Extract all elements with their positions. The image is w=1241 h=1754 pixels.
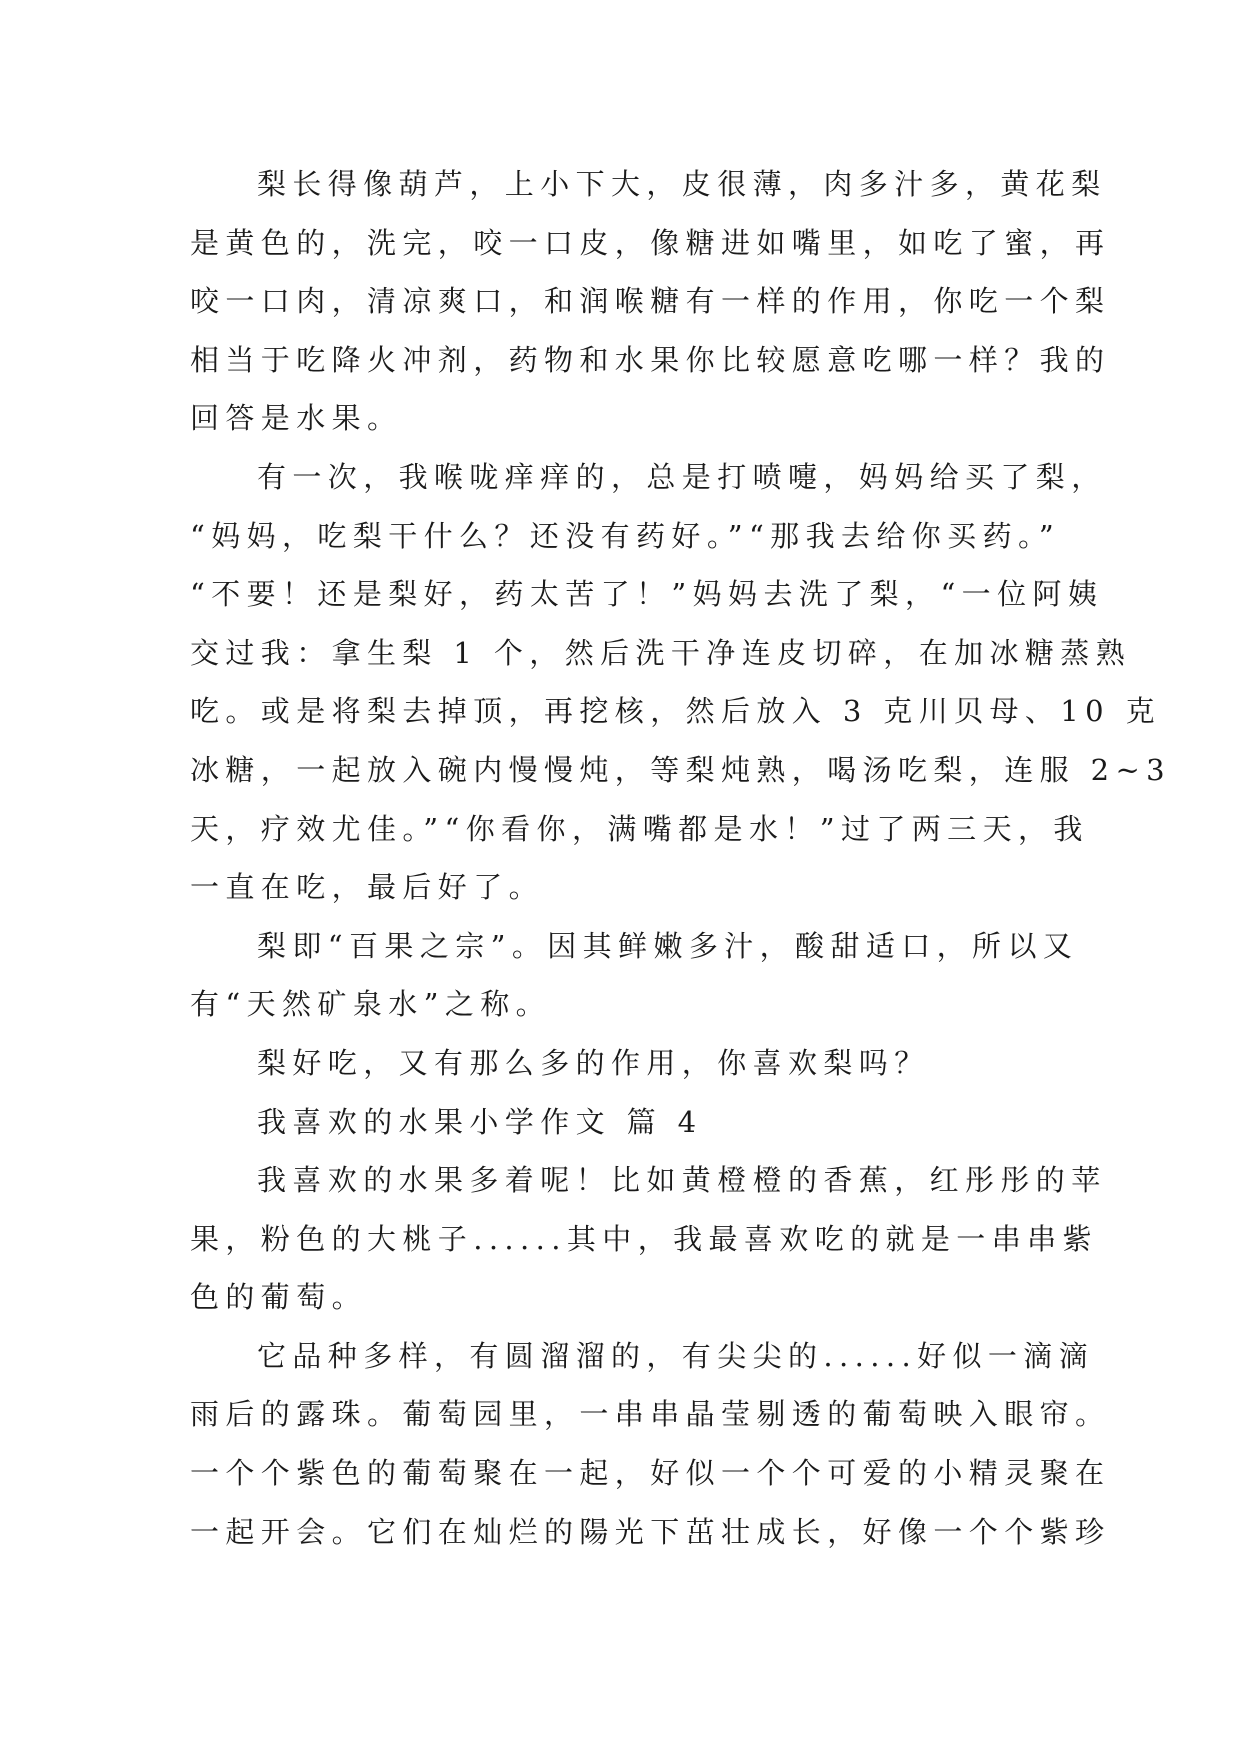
text-line: 果，粉色的大桃子......其中，我最喜欢吃的就是一串串紫 <box>190 1221 1098 1256</box>
text-line: “妈妈，吃梨干什么？还没有药好。”“那我去给你买药。” <box>190 518 1061 553</box>
text-line: 一个个紫色的葡萄聚在一起，好似一个个可爱的小精灵聚在 <box>190 1456 1111 1491</box>
text-line: 一起开会。它们在灿烂的陽光下茁壮成长，好像一个个紫珍 <box>190 1514 1111 1549</box>
text-line: 有“天然矿泉水”之称。 <box>190 987 552 1022</box>
text-line: 冰糖，一起放入碗内慢慢炖，等梨炖熟，喝汤吃梨，连服 2~3 <box>190 752 1172 787</box>
text-line: 回答是水果。 <box>190 401 403 436</box>
text-line: 是黄色的，洗完，咬一口皮，像糖进如嘴里，如吃了蜜，再 <box>190 225 1111 260</box>
text-line: 梨长得像葫芦，上小下大，皮很薄，肉多汁多，黄花梨 <box>257 167 1107 201</box>
text-line: 它品种多样，有圆溜溜的，有尖尖的......好似一滴滴 <box>257 1338 1095 1373</box>
text-line: 相当于吃降火冲剂，药物和水果你比较愿意吃哪一样？我的 <box>190 342 1111 377</box>
text-line: 一直在吃，最后好了。 <box>190 870 545 905</box>
section-heading: 我喜欢的水果小学作文 篇 4 <box>257 1104 703 1139</box>
text-line: 梨即“百果之宗”。因其鲜嫩多汁，酸甜适口，所以又 <box>257 928 1079 963</box>
text-line: “不要！还是梨好，药太苦了！”妈妈去洗了梨，“一位阿姨 <box>190 577 1104 612</box>
document-body <box>190 155 1172 1561</box>
text-line: 我喜欢的水果多着呢！比如黄橙橙的香蕉，红彤彤的苹 <box>257 1163 1107 1198</box>
text-line: 梨好吃，又有那么多的作用，你喜欢梨吗？ <box>257 1045 930 1080</box>
text-line: 色的葡萄。 <box>190 1280 368 1315</box>
text-line: 吃。或是将梨去掉顶，再挖核，然后放入 3 克川贝母、10 克 <box>190 694 1162 729</box>
text-line: 咬一口肉，清凉爽口，和润喉糖有一样的作用，你吃一个梨 <box>190 284 1111 319</box>
text-line: 交过我：拿生梨 1 个，然后洗干净连皮切碎，在加冰糖蒸熟 <box>190 635 1132 670</box>
text-line: 雨后的露珠。葡萄园里，一串串晶莹剔透的葡萄映入眼帘。 <box>190 1397 1111 1432</box>
text-line: 有一次，我喉咙痒痒的，总是打喷嚏，妈妈给买了梨， <box>257 459 1107 494</box>
text-line: 天，疗效尤佳。”“你看你，满嘴都是水！”过了两三天，我 <box>190 811 1089 846</box>
